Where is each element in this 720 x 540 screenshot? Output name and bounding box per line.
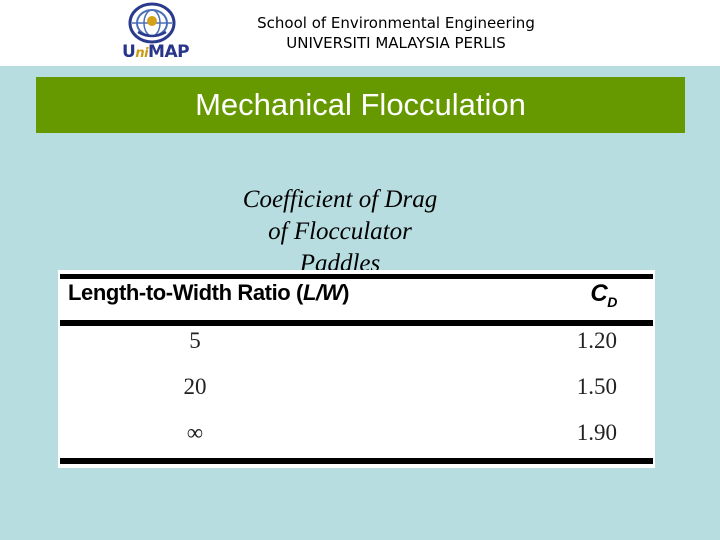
row-3-cd: 1.90: [576, 420, 617, 445]
logo-wordmark: UniMAP: [122, 42, 190, 62]
table-caption: [200, 184, 480, 270]
unimap-logo: [118, 2, 190, 64]
row-1-cd: 1.20: [576, 328, 617, 353]
caption-line-1: Coefficient of Drag: [242, 186, 438, 213]
header-cd: $C_D$: [590, 280, 617, 310]
header-bar: [0, 0, 720, 66]
drag-coefficient-table: [58, 270, 655, 468]
slide-title: Mechanical Flocculation: [195, 87, 526, 122]
row-2-ratio: 20: [183, 374, 207, 399]
row-2-cd: 1.50: [576, 374, 617, 399]
caption-line-2: of Flocculator: [268, 218, 412, 245]
table-top-rule: [60, 274, 653, 279]
globe-icon: [128, 2, 176, 44]
title-banner: [36, 77, 685, 133]
row-1-ratio: 5: [189, 328, 201, 353]
row-3-ratio: ∞: [186, 420, 204, 445]
header-ratio: Length-to-Width Ratio (L/W): [68, 280, 350, 305]
table-bottom-rule: [60, 458, 653, 464]
caption-line-3: Paddles: [299, 250, 381, 270]
university-name: UNIVERSITI MALAYSIA PERLIS: [286, 34, 506, 52]
school-name: School of Environmental Engineering: [257, 14, 535, 32]
school-heading: [210, 13, 582, 53]
table-header-rule: [60, 320, 653, 326]
